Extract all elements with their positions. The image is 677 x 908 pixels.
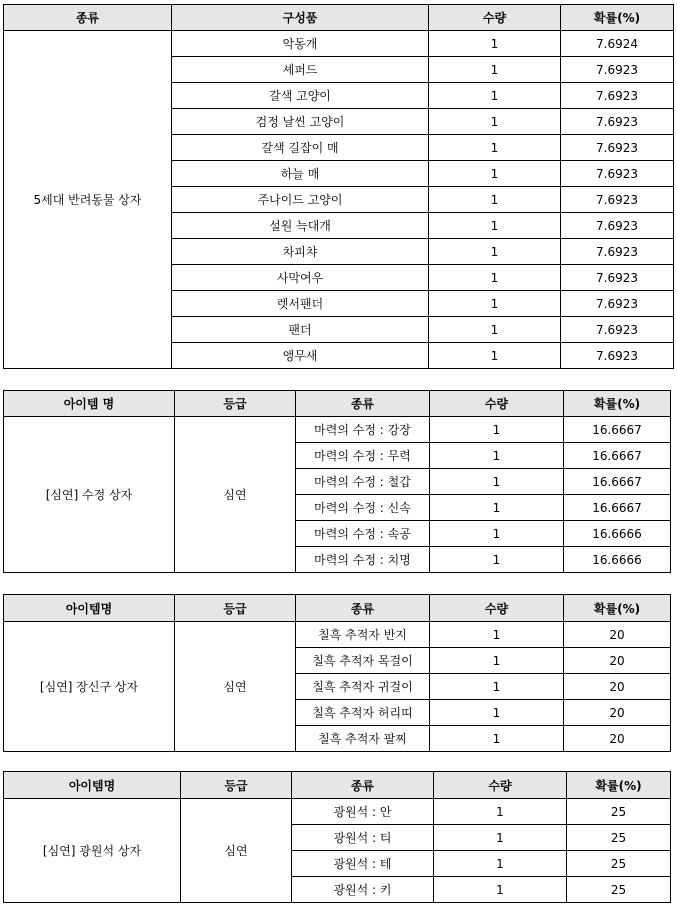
table-row — [4, 417, 671, 443]
grade-cell: 심연 — [181, 799, 292, 903]
box-name-cell: [심연] 수정 상자 — [4, 417, 175, 573]
prob-cell: 7.6923 — [561, 239, 674, 265]
prob-cell: 16.6667 — [564, 417, 671, 443]
qty-cell: 1 — [429, 317, 561, 343]
item-cell: 사막여우 — [172, 265, 429, 291]
qty-cell: 1 — [429, 83, 561, 109]
col-header-prob: 확률(%) — [567, 772, 671, 799]
grade-cell: 심연 — [175, 417, 296, 573]
item-cell: 주나이드 고양이 — [172, 187, 429, 213]
item-cell: 칠흑 추적자 허리띠 — [296, 700, 430, 726]
qty-cell: 1 — [434, 851, 567, 877]
prob-cell: 20 — [564, 700, 671, 726]
grade-cell: 심연 — [175, 622, 296, 752]
qty-cell: 1 — [430, 700, 564, 726]
item-cell: 설원 늑대개 — [172, 213, 429, 239]
prob-cell: 7.6923 — [561, 83, 674, 109]
prob-cell: 7.6923 — [561, 291, 674, 317]
prob-cell: 16.6667 — [564, 469, 671, 495]
table-header-row — [4, 391, 671, 417]
item-cell: 차피챠 — [172, 239, 429, 265]
item-cell: 광원석 : 티 — [292, 825, 434, 851]
item-cell: 마력의 수정 : 치명 — [296, 547, 430, 573]
qty-cell: 1 — [430, 726, 564, 752]
item-cell: 팬더 — [172, 317, 429, 343]
qty-cell: 1 — [429, 343, 561, 369]
col-header-prob: 확률(%) — [564, 391, 671, 417]
col-header-qty: 수량 — [429, 5, 561, 31]
col-header-grade: 등급 — [175, 391, 296, 417]
item-cell: 갈색 고양이 — [172, 83, 429, 109]
ore-box-table — [3, 771, 671, 903]
prob-cell: 7.6923 — [561, 265, 674, 291]
qty-cell: 1 — [430, 622, 564, 648]
qty-cell: 1 — [430, 547, 564, 573]
item-cell: 마력의 수정 : 철갑 — [296, 469, 430, 495]
item-cell: 마력의 수정 : 강장 — [296, 417, 430, 443]
prob-cell: 7.6923 — [561, 135, 674, 161]
crystal-box-table — [3, 390, 671, 573]
qty-cell: 1 — [430, 469, 564, 495]
qty-cell: 1 — [430, 648, 564, 674]
item-cell: 광원석 : 테 — [292, 851, 434, 877]
col-header-item-name: 아이템명 — [4, 595, 175, 622]
qty-cell: 1 — [429, 161, 561, 187]
qty-cell: 1 — [429, 291, 561, 317]
box-name-cell: [심연] 광원석 상자 — [4, 799, 181, 903]
col-header-grade: 등급 — [175, 595, 296, 622]
col-header-type: 종류 — [296, 391, 430, 417]
prob-cell: 16.6666 — [564, 521, 671, 547]
col-header-qty: 수량 — [430, 391, 564, 417]
item-cell: 검정 날씬 고양이 — [172, 109, 429, 135]
pet-box-table — [3, 4, 674, 369]
qty-cell: 1 — [430, 417, 564, 443]
prob-cell: 16.6666 — [564, 547, 671, 573]
col-header-qty: 수량 — [430, 595, 564, 622]
col-header-prob: 확률(%) — [561, 5, 674, 31]
col-header-item-name: 아이템명 — [4, 772, 181, 799]
item-cell: 마력의 수정 : 신속 — [296, 495, 430, 521]
qty-cell: 1 — [429, 213, 561, 239]
item-cell: 칠흑 추적자 팔찌 — [296, 726, 430, 752]
prob-cell: 25 — [567, 877, 671, 903]
col-header-component: 구성품 — [172, 5, 429, 31]
item-cell: 앵무새 — [172, 343, 429, 369]
prob-cell: 7.6923 — [561, 161, 674, 187]
accessory-box-table — [3, 594, 671, 752]
qty-cell: 1 — [429, 109, 561, 135]
qty-cell: 1 — [434, 799, 567, 825]
item-cell: 렛서팬더 — [172, 291, 429, 317]
prob-cell: 7.6923 — [561, 213, 674, 239]
item-cell: 칠흑 추적자 귀걸이 — [296, 674, 430, 700]
box-name-cell: [심연] 장신구 상자 — [4, 622, 175, 752]
box-name-cell: 5세대 반려동물 상자 — [4, 31, 172, 369]
prob-cell: 7.6923 — [561, 109, 674, 135]
item-cell: 칠흑 추적자 반지 — [296, 622, 430, 648]
col-header-type: 종류 — [4, 5, 172, 31]
qty-cell: 1 — [429, 57, 561, 83]
table-row — [4, 622, 671, 648]
prob-cell: 16.6667 — [564, 443, 671, 469]
prob-cell: 25 — [567, 825, 671, 851]
prob-cell: 25 — [567, 799, 671, 825]
prob-cell: 16.6667 — [564, 495, 671, 521]
col-header-grade: 등급 — [181, 772, 292, 799]
col-header-prob: 확률(%) — [564, 595, 671, 622]
col-header-type: 종류 — [292, 772, 434, 799]
item-cell: 악동개 — [172, 31, 429, 57]
prob-cell: 7.6923 — [561, 187, 674, 213]
item-cell: 갈색 길잡이 매 — [172, 135, 429, 161]
item-cell: 칠흑 추적자 목걸이 — [296, 648, 430, 674]
table-row — [4, 799, 671, 825]
prob-cell: 20 — [564, 622, 671, 648]
item-cell: 셰퍼드 — [172, 57, 429, 83]
prob-cell: 7.6923 — [561, 317, 674, 343]
prob-cell: 20 — [564, 674, 671, 700]
prob-cell: 20 — [564, 726, 671, 752]
prob-cell: 7.6924 — [561, 31, 674, 57]
item-cell: 하늘 매 — [172, 161, 429, 187]
col-header-type: 종류 — [296, 595, 430, 622]
qty-cell: 1 — [429, 135, 561, 161]
qty-cell: 1 — [429, 239, 561, 265]
item-cell: 마력의 수정 : 무력 — [296, 443, 430, 469]
qty-cell: 1 — [430, 674, 564, 700]
table-row — [4, 31, 674, 57]
col-header-qty: 수량 — [434, 772, 567, 799]
table-header-row — [4, 772, 671, 799]
qty-cell: 1 — [430, 521, 564, 547]
qty-cell: 1 — [429, 31, 561, 57]
qty-cell: 1 — [430, 443, 564, 469]
table-header-row — [4, 595, 671, 622]
prob-cell: 7.6923 — [561, 343, 674, 369]
qty-cell: 1 — [429, 187, 561, 213]
table-header-row — [4, 5, 674, 31]
qty-cell: 1 — [434, 825, 567, 851]
item-cell: 광원석 : 안 — [292, 799, 434, 825]
prob-cell: 20 — [564, 648, 671, 674]
col-header-item-name: 아이템 명 — [4, 391, 175, 417]
item-cell: 마력의 수정 : 속공 — [296, 521, 430, 547]
qty-cell: 1 — [434, 877, 567, 903]
prob-cell: 7.6923 — [561, 57, 674, 83]
qty-cell: 1 — [429, 265, 561, 291]
item-cell: 광원석 : 키 — [292, 877, 434, 903]
prob-cell: 25 — [567, 851, 671, 877]
qty-cell: 1 — [430, 495, 564, 521]
